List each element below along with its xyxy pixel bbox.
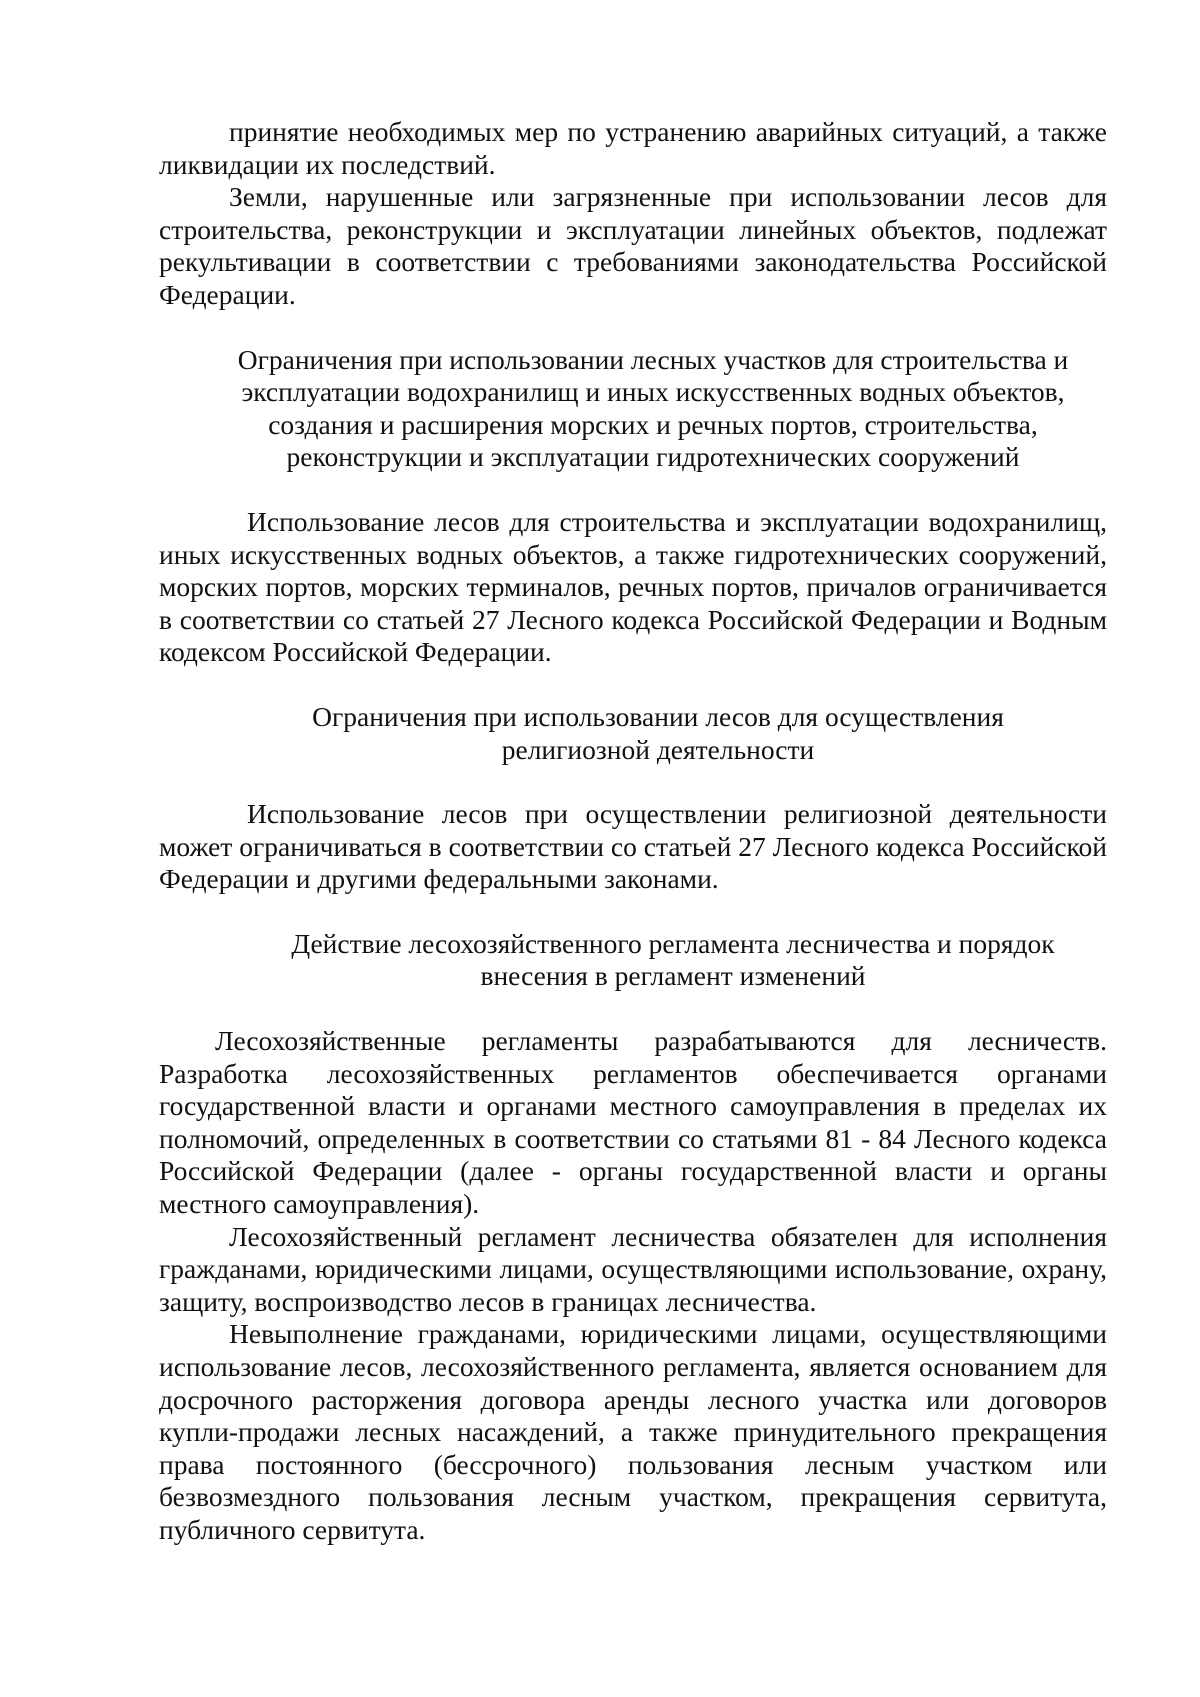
spacer [159,474,1107,506]
heading-religious-activity: Ограничения при использовании лесов для осуществления религиозной деятельности [312,700,1004,765]
paragraph-religious-usage: Использование лесов при осуществлении религиозной деятельности может ограничиваться в соответствии со статьей 27 Лесного кодекса Российской Федерации и другими федеральными законами. [159,798,1107,895]
paragraph-emergency-measures: принятие необходимых мер по устранению аварийных ситуаций, а также ликвидации их последствий. [159,116,1107,180]
paragraph-regulation-violation: Невыполнение гражданами, юридическими лицами, осуществляющими использование лесов, лесохозяйственного регламента, является основанием для досрочного расторжения договора аренды лесного участка или договоров купли-продажи лесных насаждений, а также принудительного прекращения права постоянного (бессрочного) пользования лесным участком или безвозмездного пользования лесным участком, прекращения сервитута, публичного сервитута. [159,1318,1107,1545]
spacer [159,766,1107,798]
spacer [159,669,1107,701]
paragraph-land-reclamation: Земли, нарушенные или загрязненные при использовании лесов для строительства, реконструкции и эксплуатации линейных объектов, подлежат рекультивации в соответствии с требованиями законодательства Российской Федерации. [159,181,1107,310]
paragraph-regulation-development: Лесохозяйственные регламенты разрабатываются для лесничеств. Разработка лесохозяйственных регламентов обеспечивается органами государственной власти и органами местного самоуправления в пределах их полномочий, определенных в соответствии со статьями 81 - 84 Лесного кодекса Российской Федерации (далее - органы государственной власти и органы местного самоуправления). [159,1025,1107,1220]
paragraph-reservoirs-usage: Использование лесов для строительства и эксплуатации водохранилищ, иных искусственных водных объектов, а также гидротехнических сооружений, морских портов, морских терминалов, речных портов, причалов ограничивается в соответствии со статьей 27 Лесного кодекса Российской Федерации и Водным кодексом Российской Федерации. [159,505,1107,668]
paragraph-regulation-mandatory: Лесохозяйственный регламент лесничества обязателен для исполнения гражданами, юридическими лицами, осуществляющими использование, охрану, защиту, воспроизводство лесов в границах лесничества. [159,1220,1107,1317]
heading-reservoirs-ports: Ограничения при использовании лесных участков для строительства и эксплуатации водохранилищ и иных искусственных водных объектов, создания и расширения морских и речных портов, строительства, реконструкции и эксплуатации гидротехнических сооружений [237,343,1069,473]
spacer [159,312,1107,344]
document-body [159,116,1107,1547]
spacer [159,993,1107,1025]
spacer [159,896,1107,928]
heading-regulation-validity: Действие лесохозяйственного регламента лесничества и порядок внесения в регламент изменений [291,927,1055,992]
